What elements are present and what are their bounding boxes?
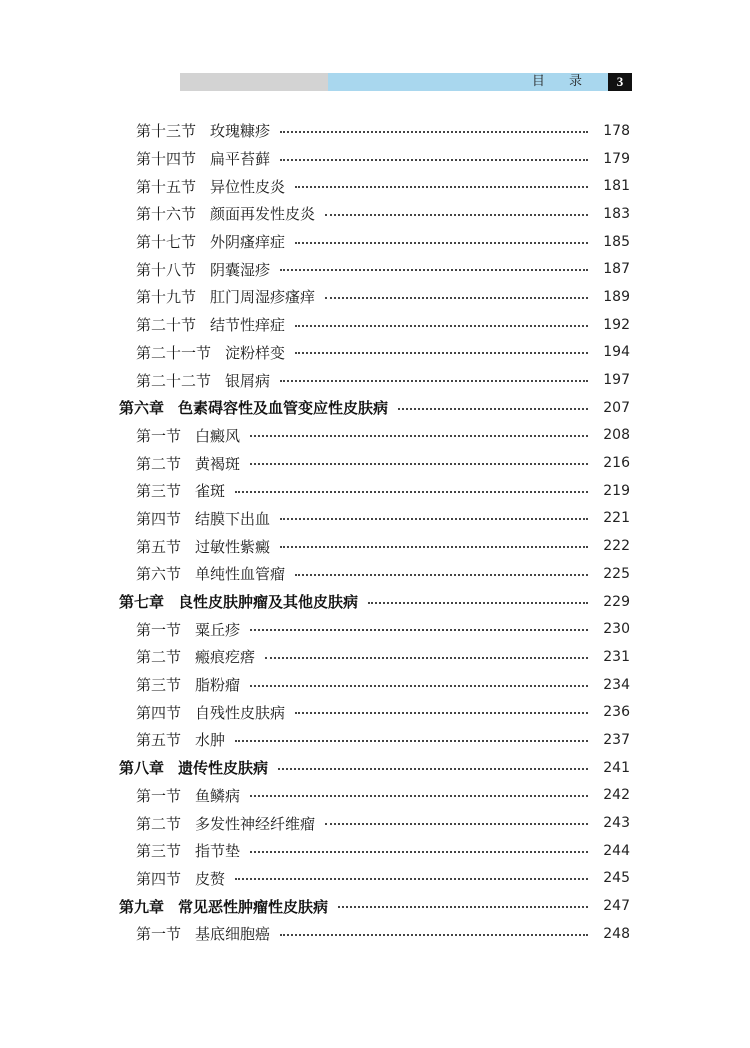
entry-label: 第六章: [119, 399, 165, 418]
dot-leader: [295, 574, 588, 576]
entry-label: 第二十一节: [136, 343, 212, 362]
entry-title: 淀粉样变: [225, 343, 286, 362]
entry-title: 水肿: [195, 731, 226, 750]
entry-label: 第一节: [136, 620, 182, 639]
dot-leader: [250, 795, 588, 797]
entry-title: 粟丘疹: [195, 620, 241, 639]
dot-leader: [398, 408, 588, 410]
dot-leader: [295, 325, 588, 327]
entry-page-number: 221: [603, 510, 630, 527]
entry-label: 第十四节: [136, 150, 197, 169]
entry-title: 扁平苔藓: [210, 150, 271, 169]
entry-title: 皮赘: [195, 869, 226, 888]
entry-title: 遗传性皮肤病: [178, 759, 269, 778]
dot-leader: [280, 518, 588, 520]
entry-title: 鱼鳞病: [195, 786, 241, 805]
dot-leader: [280, 269, 588, 271]
entry-label: 第四节: [136, 703, 182, 722]
dot-leader: [250, 463, 588, 465]
dot-leader: [325, 214, 588, 216]
entry-page-number: 216: [603, 455, 630, 472]
entry-page-number: 245: [603, 870, 630, 887]
entry-label: 第二节: [136, 454, 182, 473]
entry-title: 黄褐斑: [195, 454, 241, 473]
entry-page-number: 219: [603, 482, 630, 499]
entry-page-number: 242: [603, 787, 630, 804]
entry-page-number: 244: [603, 842, 630, 859]
entry-title: 过敏性紫癜: [195, 537, 271, 556]
entry-title: 多发性神经纤维瘤: [195, 814, 316, 833]
header-title: 目 录: [531, 74, 592, 89]
entry-page-number: 192: [603, 316, 630, 333]
toc-section-entry: [0, 698, 750, 726]
entry-label: 第十九节: [136, 288, 197, 307]
entry-page-number: 230: [603, 621, 630, 638]
entry-title: 颜面再发性皮炎: [210, 205, 316, 224]
entry-page-number: 208: [603, 427, 630, 444]
toc-section-entry: [0, 865, 750, 893]
entry-page-number: 185: [603, 233, 630, 250]
entry-title: 雀斑: [195, 482, 226, 501]
entry-label: 第二十二节: [136, 371, 212, 390]
toc-section-entry: [0, 671, 750, 699]
entry-label: 第三节: [136, 482, 182, 501]
entry-page-number: 241: [603, 759, 630, 776]
entry-label: 第七章: [119, 593, 165, 612]
toc-section-entry: [0, 477, 750, 505]
toc-section-entry: [0, 145, 750, 173]
toc-section-entry: [0, 228, 750, 256]
entry-title: 异位性皮炎: [210, 177, 286, 196]
dot-leader: [278, 768, 588, 770]
entry-label: 第一节: [136, 786, 182, 805]
dot-leader: [250, 685, 588, 687]
toc-chapter-entry: [0, 754, 750, 782]
page-number: 3: [608, 73, 632, 91]
entry-page-number: 181: [603, 178, 630, 195]
entry-page-number: 179: [603, 150, 630, 167]
toc-section-entry: [0, 117, 750, 145]
entry-title: 外阴瘙痒症: [210, 233, 286, 252]
entry-page-number: 197: [603, 372, 630, 389]
entry-label: 第十七节: [136, 233, 197, 252]
dot-leader: [338, 906, 588, 908]
entry-title: 结节性痒症: [210, 316, 286, 335]
running-header: [180, 73, 632, 91]
toc-section-entry: [0, 560, 750, 588]
entry-title: 自残性皮肤病: [195, 703, 286, 722]
dot-leader: [295, 712, 588, 714]
entry-title: 银屑病: [225, 371, 271, 390]
header-band-blue: [328, 73, 632, 91]
dot-leader: [295, 352, 588, 354]
entry-label: 第二十节: [136, 316, 197, 335]
toc-section-entry: [0, 726, 750, 754]
entry-page-number: 229: [603, 593, 630, 610]
dot-leader: [235, 878, 588, 880]
toc-section-entry: [0, 505, 750, 533]
entry-title: 基底细胞癌: [195, 925, 271, 944]
entry-label: 第六节: [136, 565, 182, 584]
entry-page-number: 236: [603, 704, 630, 721]
entry-label: 第四节: [136, 869, 182, 888]
entry-label: 第三节: [136, 842, 182, 861]
toc-section-entry: [0, 422, 750, 450]
toc-section-entry: [0, 449, 750, 477]
toc-section-entry: [0, 200, 750, 228]
toc-section-entry: [0, 255, 750, 283]
dot-leader: [325, 823, 588, 825]
toc-chapter-entry: [0, 892, 750, 920]
entry-page-number: 178: [603, 122, 630, 139]
entry-label: 第十五节: [136, 177, 197, 196]
toc-section-entry: [0, 837, 750, 865]
entry-title: 常见恶性肿瘤性皮肤病: [178, 897, 329, 916]
entry-page-number: 187: [603, 261, 630, 278]
entry-page-number: 243: [603, 815, 630, 832]
dot-leader: [235, 740, 588, 742]
dot-leader: [280, 159, 588, 161]
entry-title: 脂粉瘤: [195, 676, 241, 695]
toc-section-entry: [0, 782, 750, 810]
entry-page-number: 207: [603, 399, 630, 416]
entry-title: 结膜下出血: [195, 509, 271, 528]
toc-chapter-entry: [0, 588, 750, 616]
entry-title: 肛门周湿疹瘙痒: [210, 288, 316, 307]
toc-section-entry: [0, 172, 750, 200]
entry-label: 第四节: [136, 509, 182, 528]
entry-page-number: 189: [603, 288, 630, 305]
entry-label: 第十八节: [136, 260, 197, 279]
toc-section-entry: [0, 643, 750, 671]
entry-label: 第十六节: [136, 205, 197, 224]
dot-leader: [295, 242, 588, 244]
toc-section-entry: [0, 532, 750, 560]
entry-label: 第二节: [136, 648, 182, 667]
dot-leader: [280, 546, 588, 548]
toc-section-entry: [0, 311, 750, 339]
entry-title: 玫瑰糠疹: [210, 122, 271, 141]
entry-title: 指节垫: [195, 842, 241, 861]
entry-title: 白癜风: [195, 426, 241, 445]
entry-label: 第一节: [136, 426, 182, 445]
dot-leader: [250, 629, 588, 631]
table-of-contents: [0, 117, 750, 948]
toc-section-entry: [0, 366, 750, 394]
entry-title: 阴囊湿疹: [210, 260, 271, 279]
entry-page-number: 231: [603, 648, 630, 665]
entry-label: 第三节: [136, 676, 182, 695]
dot-leader: [250, 435, 588, 437]
dot-leader: [295, 186, 588, 188]
entry-page-number: 194: [603, 344, 630, 361]
entry-label: 第一节: [136, 925, 182, 944]
dot-leader: [325, 297, 588, 299]
header-band-gray: [180, 73, 328, 91]
entry-page-number: 248: [603, 925, 630, 942]
dot-leader: [280, 131, 588, 133]
entry-title: 单纯性血管瘤: [195, 565, 286, 584]
toc-section-entry: [0, 809, 750, 837]
entry-label: 第九章: [119, 897, 165, 916]
entry-label: 第十三节: [136, 122, 197, 141]
entry-title: 色素碍容性及血管变应性皮肤病: [178, 399, 389, 418]
entry-label: 第五节: [136, 537, 182, 556]
toc-section-entry: [0, 283, 750, 311]
toc-chapter-entry: [0, 394, 750, 422]
entry-page-number: 237: [603, 731, 630, 748]
toc-section-entry: [0, 615, 750, 643]
entry-label: 第八章: [119, 759, 165, 778]
entry-label: 第五节: [136, 731, 182, 750]
entry-page-number: 234: [603, 676, 630, 693]
entry-title: 良性皮肤肿瘤及其他皮肤病: [178, 593, 359, 612]
entry-page-number: 222: [603, 538, 630, 555]
toc-section-entry: [0, 920, 750, 948]
entry-page-number: 225: [603, 565, 630, 582]
entry-label: 第二节: [136, 814, 182, 833]
dot-leader: [265, 657, 588, 659]
entry-title: 瘢痕疙瘩: [195, 648, 256, 667]
toc-section-entry: [0, 339, 750, 367]
dot-leader: [368, 602, 588, 604]
dot-leader: [235, 491, 588, 493]
dot-leader: [250, 851, 588, 853]
entry-page-number: 247: [603, 898, 630, 915]
entry-page-number: 183: [603, 205, 630, 222]
dot-leader: [280, 934, 588, 936]
dot-leader: [280, 380, 588, 382]
